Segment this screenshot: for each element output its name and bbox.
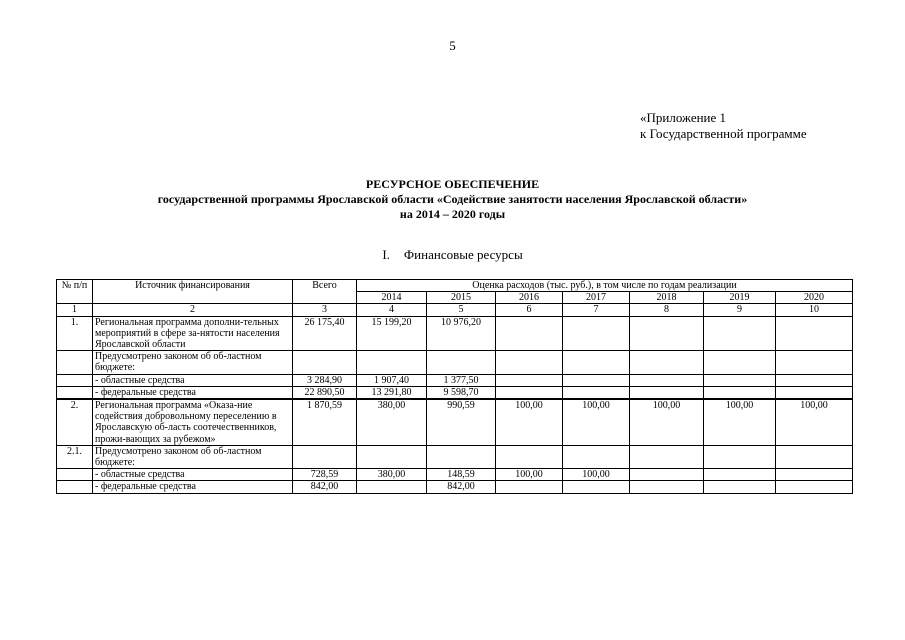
row-value: [630, 316, 704, 351]
row-value: [776, 481, 853, 493]
appendix-note: [640, 110, 807, 142]
row-value: [630, 374, 704, 386]
row-source: - федеральные средства: [93, 481, 293, 493]
row-total: 3 284,90: [293, 374, 357, 386]
row-value: [776, 445, 853, 468]
section-number: I.: [382, 247, 390, 262]
row-value: [704, 386, 776, 399]
column-number: 5: [427, 304, 496, 316]
row-value: 15 199,20: [357, 316, 427, 351]
table-row: [57, 469, 853, 481]
title-line-2: государственной программы Ярославской области «Содействие занятости населения Ярославской области»: [157, 192, 748, 206]
row-value: [704, 316, 776, 351]
row-value: [496, 386, 563, 399]
row-value: [496, 374, 563, 386]
row-value: 100,00: [563, 399, 630, 445]
row-value: [496, 351, 563, 374]
row-source: - областные средства: [93, 374, 293, 386]
row-total: 728,59: [293, 469, 357, 481]
row-value: 100,00: [776, 399, 853, 445]
row-value: 100,00: [630, 399, 704, 445]
row-total: 842,00: [293, 481, 357, 493]
row-value: [357, 481, 427, 493]
row-value: 990,59: [427, 399, 496, 445]
row-number: [57, 469, 93, 481]
column-number: 2: [93, 304, 293, 316]
row-number: [57, 386, 93, 399]
section-title: Финансовые ресурсы: [403, 247, 523, 262]
row-value: [496, 481, 563, 493]
header-year: 2014: [357, 292, 427, 304]
row-value: 10 976,20: [427, 316, 496, 351]
row-value: [704, 374, 776, 386]
row-value: [563, 374, 630, 386]
row-value: [776, 351, 853, 374]
row-number: [57, 374, 93, 386]
row-value: 9 598,70: [427, 386, 496, 399]
row-value: [704, 469, 776, 481]
row-value: [630, 445, 704, 468]
row-number: [57, 481, 93, 493]
row-value: 1 377,50: [427, 374, 496, 386]
table-row: [57, 316, 853, 351]
row-value: 842,00: [427, 481, 496, 493]
title-line-1: РЕСУРСНОЕ ОБЕСПЕЧЕНИЕ: [365, 177, 540, 191]
appendix-line-2: к Государственной программе: [640, 126, 807, 141]
row-number: [57, 351, 93, 374]
header-year: 2017: [563, 292, 630, 304]
row-number: 1.: [57, 316, 93, 351]
row-total: 26 175,40: [293, 316, 357, 351]
header-year: 2016: [496, 292, 563, 304]
header-year: 2015: [427, 292, 496, 304]
row-value: [776, 316, 853, 351]
row-value: 100,00: [563, 469, 630, 481]
row-total: 1 870,59: [293, 399, 357, 445]
header-year: 2018: [630, 292, 704, 304]
row-value: 100,00: [496, 399, 563, 445]
row-source: Предусмотрено законом об об-ластном бюджете:: [93, 351, 293, 374]
table-row: [57, 351, 853, 374]
header-total: Всего: [293, 280, 357, 304]
table-row: [57, 445, 853, 468]
header-estimate: Оценка расходов (тыс. руб.), в том числе по годам реализации: [357, 280, 853, 292]
header-source: Источник финансирования: [93, 280, 293, 304]
table-row: [57, 481, 853, 493]
row-value: [704, 445, 776, 468]
column-number: 1: [57, 304, 93, 316]
row-source: - федеральные средства: [93, 386, 293, 399]
row-value: [704, 351, 776, 374]
column-number: 3: [293, 304, 357, 316]
row-number: 2.: [57, 399, 93, 445]
row-value: [776, 386, 853, 399]
column-number: 8: [630, 304, 704, 316]
row-source: Региональная программа «Оказа-ние содействия добровольному переселению в Ярославскую об-ласть соотечественников, прожи-вающих за рубежом»: [93, 399, 293, 445]
row-value: [704, 481, 776, 493]
row-value: [496, 316, 563, 351]
row-source: Региональная программа дополни-тельных мероприятий в сфере за-нятости населения Ярославской области: [93, 316, 293, 351]
row-number: 2.1.: [57, 445, 93, 468]
header-year: 2019: [704, 292, 776, 304]
row-value: 148,59: [427, 469, 496, 481]
header-year: 2020: [776, 292, 853, 304]
row-value: [630, 469, 704, 481]
column-number: 6: [496, 304, 563, 316]
header-num: № п/п: [57, 280, 93, 304]
row-value: [630, 351, 704, 374]
financial-resources-table: [56, 279, 853, 494]
row-value: [357, 445, 427, 468]
column-number: 10: [776, 304, 853, 316]
row-source: Предусмотрено законом об об-ластном бюджете:: [93, 445, 293, 468]
row-value: 380,00: [357, 469, 427, 481]
row-value: 100,00: [704, 399, 776, 445]
row-value: [563, 351, 630, 374]
row-value: [630, 386, 704, 399]
row-value: [563, 386, 630, 399]
row-source: - областные средства: [93, 469, 293, 481]
row-value: [563, 445, 630, 468]
appendix-line-1: «Приложение 1: [640, 110, 727, 125]
row-total: [293, 351, 357, 374]
column-number: 7: [563, 304, 630, 316]
row-total: [293, 445, 357, 468]
table-row: [57, 374, 853, 386]
row-value: 380,00: [357, 399, 427, 445]
row-value: 100,00: [496, 469, 563, 481]
table-row: [57, 399, 853, 445]
row-value: [427, 351, 496, 374]
table-body: [57, 316, 853, 493]
table-row: [57, 386, 853, 399]
column-number: 4: [357, 304, 427, 316]
document-title: [0, 177, 905, 222]
column-number: 9: [704, 304, 776, 316]
row-value: [563, 316, 630, 351]
title-line-3: на 2014 – 2020 годы: [399, 207, 506, 221]
row-total: 22 890,50: [293, 386, 357, 399]
row-value: [563, 481, 630, 493]
page-number: 5: [449, 38, 456, 53]
section-heading: [0, 247, 905, 263]
row-value: [496, 445, 563, 468]
row-value: [630, 481, 704, 493]
row-value: [427, 445, 496, 468]
row-value: [776, 374, 853, 386]
row-value: [776, 469, 853, 481]
row-value: 1 907,40: [357, 374, 427, 386]
row-value: [357, 351, 427, 374]
row-value: 13 291,80: [357, 386, 427, 399]
